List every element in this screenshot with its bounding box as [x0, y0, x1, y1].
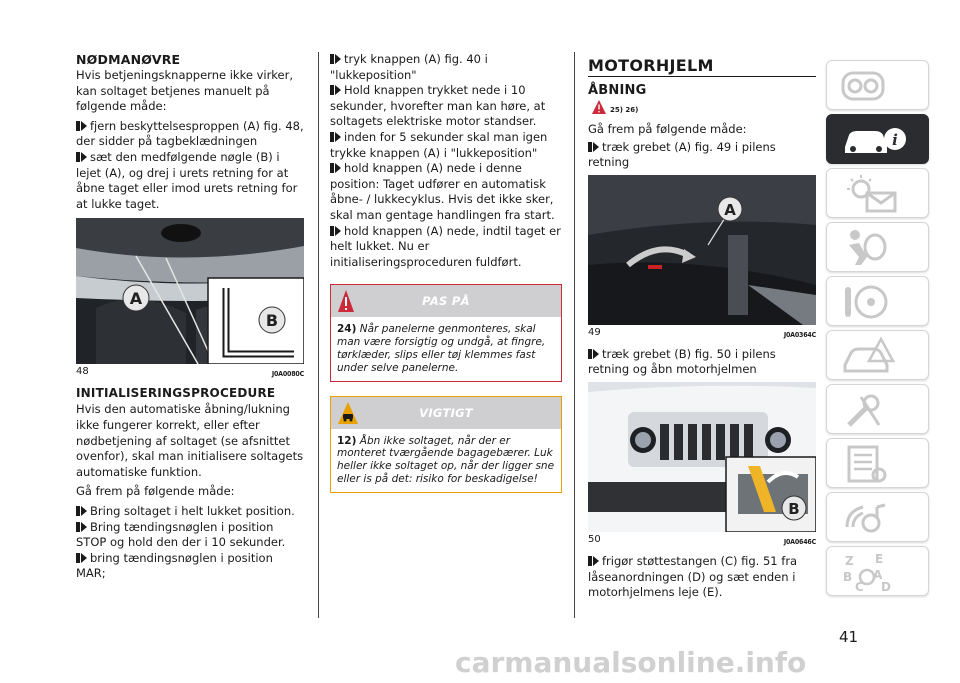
- bullet-triangle-icon: [588, 556, 599, 566]
- svg-text:B: B: [843, 570, 853, 584]
- tab-starting-driving[interactable]: [826, 276, 929, 326]
- figure-50-caption: [588, 534, 816, 548]
- danger-exclamation-icon: [592, 100, 606, 114]
- svg-text:C: C: [855, 580, 864, 594]
- svg-text:i: i: [892, 131, 898, 149]
- callout-label-b: B: [265, 311, 279, 331]
- danger-notice: [330, 284, 562, 381]
- danger-title: PAS PÅ: [422, 294, 470, 309]
- callout-label-a: A: [129, 289, 143, 309]
- roof-interior-illustration: [76, 218, 304, 364]
- danger-body: 24) Når panelerne genmonteres, skal man være forsigtig og undgå, at fingre, tørklæder, slips eller tøj klemmes fast under selve panelerne.: [337, 323, 546, 374]
- instrument-cluster-icon: [841, 65, 885, 105]
- bullet-triangle-icon: [76, 522, 87, 532]
- bullet-item: tryk knappen (A) fig. 40 i "lukkeposition": [330, 52, 488, 82]
- tab-car-info[interactable]: [826, 114, 929, 164]
- steering-wheel-icon: [841, 281, 891, 323]
- figure-number: 49: [588, 326, 601, 338]
- watermark-text: carmanualsonline.info: [455, 646, 807, 679]
- bullet-item: Hold knappen trykket nede i 10 sekunder, hvorefter man kan høre, at soltagets elektriske motor standser.: [330, 83, 546, 129]
- wrench-icon: [841, 389, 891, 431]
- column-right: [588, 56, 816, 601]
- figure-49-image: [588, 175, 816, 325]
- car-info-icon: [841, 119, 907, 159]
- tab-maintenance[interactable]: [826, 384, 929, 434]
- multimedia-icon: [841, 497, 891, 539]
- airbag-icon: [841, 227, 891, 269]
- figure-code: J0A0646C: [783, 537, 816, 546]
- heading-abning: ÅBNING: [588, 83, 647, 98]
- tab-multimedia[interactable]: [826, 492, 929, 542]
- column-divider: [574, 52, 575, 618]
- tab-index[interactable]: [826, 546, 929, 596]
- bullet-item: træk grebet (B) fig. 50 i pilens retning og åbn motorhjelmen: [588, 346, 776, 377]
- tab-safety[interactable]: [826, 222, 929, 272]
- column-middle: [330, 52, 562, 493]
- paragraph: Gå frem på følgende måde:: [76, 484, 235, 499]
- bullet-triangle-icon: [330, 163, 341, 173]
- figure-48-image: [76, 218, 304, 364]
- bullet-triangle-icon: [588, 349, 599, 359]
- bullet-triangle-icon: [588, 142, 599, 152]
- important-body: 12) Åbn ikke soltaget, når der er monteret tværgående bagagebærer. Luk heller ikke soltaget op, når der ligger sne eller is på det: risiko for beskadigelse!: [337, 434, 555, 485]
- paragraph: Hvis den automatiske åbning/lukning ikke fungerer korrekt, eller efter nødbetjening af soltaget (se afsnittet ovenfor), skal man initialisere soltagets automatiske funktion.: [76, 402, 304, 479]
- bullet-item: fjern beskyttelsesproppen (A) fig. 48, der sidder på tagbeklædningen: [76, 118, 304, 149]
- bullet-triangle-icon: [76, 553, 87, 563]
- svg-text:E: E: [875, 552, 884, 566]
- figure-49-caption: [588, 327, 816, 341]
- bullet-item: inden for 5 sekunder skal man igen trykke knappen (A) i "lukkeposition": [330, 129, 548, 160]
- intro-text: Gå frem på følgende måde:: [588, 122, 747, 136]
- bullet-triangle-icon: [330, 226, 341, 236]
- bullet-triangle-icon: [76, 152, 87, 162]
- bullet-triangle-icon: [76, 506, 87, 516]
- figure-code: J0A0364C: [783, 330, 816, 339]
- bullet-triangle-icon: [330, 85, 341, 95]
- bullet-item: frigør støttestangen (C) fig. 51 fra låseanordningen (D) og sæt enden i motorhjelmens leje (E).: [588, 553, 798, 600]
- car-damage-icon: [841, 335, 895, 377]
- callout-label-b: B: [788, 499, 800, 518]
- tab-instrument-cluster[interactable]: [826, 60, 929, 110]
- heading-motorhjelm: MOTORHJELM: [588, 56, 816, 77]
- tab-lights-messages[interactable]: [826, 168, 929, 218]
- bullet-item: Bring tændingsnøglen i position STOP og hold den der i 10 sekunder.: [76, 519, 286, 550]
- hood-release-lever-illustration: [588, 175, 816, 325]
- warning-references: [592, 100, 816, 114]
- tab-emergency[interactable]: [826, 330, 929, 380]
- important-notice: [330, 396, 562, 493]
- light-mail-icon: [841, 173, 901, 215]
- svg-text:A: A: [873, 568, 883, 582]
- alphabet-icon: [841, 551, 895, 595]
- bullet-triangle-icon: [330, 132, 341, 142]
- column-divider: [318, 52, 319, 618]
- svg-text:Z: Z: [845, 554, 854, 568]
- heading-nodmanovre: NØDMANØVRE: [76, 52, 181, 67]
- bullet-item: træk grebet (A) fig. 49 i pilens retning: [588, 139, 776, 170]
- page-number: 41: [839, 628, 859, 646]
- bullet-item: hold knappen (A) nede, indtil taget er helt lukket. Nu er initialiseringsproceduren fuldført.: [330, 223, 561, 269]
- figure-number: 48: [76, 366, 89, 378]
- figure-50-image: [588, 382, 816, 532]
- bullet-triangle-icon: [330, 54, 341, 64]
- important-title: VIGTIGT: [419, 405, 473, 420]
- bullet-item: Bring soltaget i helt lukket position.: [76, 504, 304, 520]
- figure-48-caption: [76, 366, 304, 380]
- heading-initialisering: INITIALISERINGSPROCEDURE: [76, 386, 276, 401]
- spec-sheet-icon: [841, 443, 891, 485]
- svg-text:D: D: [881, 580, 891, 594]
- danger-notice-header: [331, 285, 561, 317]
- bullet-item: hold knappen (A) nede i denne position: Taget udfører en automatisk åbne- / lukkecyklus. Hvis det ikke sker, skal man gentage handlingen fra start.: [330, 161, 555, 222]
- bullet-item: sæt den medfølgende nøgle (B) i lejet (A), og drej i urets retning for at åbne taget eller imod urets retning for at lukke taget.: [76, 149, 298, 211]
- callout-label-a: A: [724, 200, 736, 219]
- intro-text: Hvis betjeningsknapperne ikke virker, kan soltaget betjenes manuelt på følgende måde:: [76, 68, 294, 114]
- bullet-triangle-icon: [76, 121, 87, 131]
- jeep-front-illustration: [588, 382, 816, 532]
- figure-code: J0A0080C: [271, 370, 304, 379]
- bullet-item: bring tændingsnøglen i position MAR;: [76, 550, 273, 581]
- figure-number: 50: [588, 533, 601, 545]
- important-notice-header: [331, 397, 561, 429]
- column-left: [76, 52, 304, 582]
- warning-ref-numbers: 25) 26): [610, 106, 639, 114]
- tab-technical-data[interactable]: [826, 438, 929, 488]
